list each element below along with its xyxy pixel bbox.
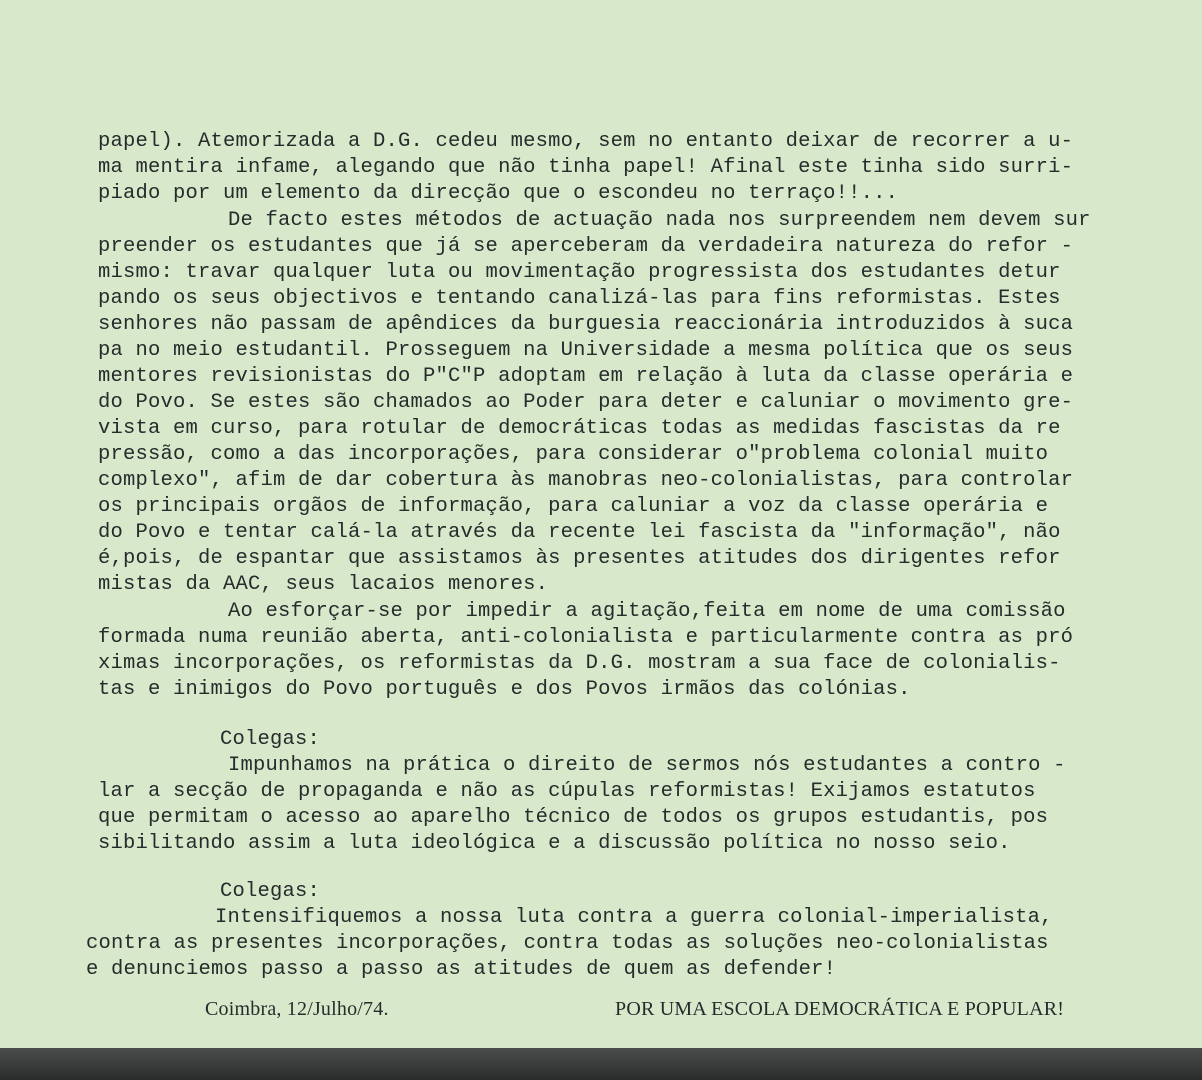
text-line: mistas da AAC, seus lacaios menores. (98, 573, 549, 596)
text-line: Intensifiquemos a nossa luta contra a guerra colonial-imperialista, (215, 906, 1053, 929)
text-line: vista em curso, para rotular de democráticas todas as medidas fascistas da re (98, 417, 1061, 440)
text-line: formada numa reunião aberta, anti-colonialista e particularmente contra as pró (98, 626, 1074, 649)
text-line: é,pois, de espantar que assistamos às presentes atitudes dos dirigentes refor (98, 547, 1061, 570)
text-line: ximas incorporações, os reformistas da D.G. mostram a sua face de colonialis- (98, 652, 1061, 675)
closing-slogan: POR UMA ESCOLA DEMOCRÁTICA E POPULAR! (615, 998, 1065, 1020)
text-line: contra as presentes incorporações, contra todas as soluções neo-colonialistas (86, 932, 1049, 955)
text-line: os principais orgãos de informação, para caluniar a voz da classe operária e (98, 495, 1049, 518)
salutation: Colegas: (220, 880, 321, 903)
text-line: sibilitando assim a luta ideológica e a discussão política no nosso seio. (98, 832, 1011, 855)
text-line: piado por um elemento da direcção que o escondeu no terraço!!... (98, 182, 899, 205)
text-line: mismo: travar qualquer luta ou movimentação progressista dos estudantes detur (98, 261, 1061, 284)
text-line: tas e inimigos do Povo português e dos Povos irmãos das colónias. (98, 678, 911, 701)
scanner-edge (0, 1048, 1202, 1080)
text-line: Impunhamos na prática o direito de sermos nós estudantes a contro - (228, 754, 1066, 777)
text-line: do Povo. Se estes são chamados ao Poder para deter e caluniar o movimento gre- (98, 391, 1074, 414)
text-line: que permitam o acesso ao aparelho técnico de todos os grupos estudantis, pos (98, 806, 1049, 829)
text-line: ma mentira infame, alegando que não tinha papel! Afinal este tinha sido surri- (98, 156, 1074, 179)
text-line: e denunciemos passo a passo as atitudes de quem as defender! (86, 958, 837, 981)
text-line: pando os seus objectivos e tentando canalizá-las para fins reformistas. Estes (98, 287, 1061, 310)
text-line: complexo", afim de dar cobertura às manobras neo-colonialistas, para controlar (98, 469, 1074, 492)
text-line: De facto estes métodos de actuação nada nos surpreendem nem devem sur (228, 209, 1091, 232)
text-line: papel). Atemorizada a D.G. cedeu mesmo, sem no entanto deixar de recorrer a u- (98, 130, 1074, 153)
place-date: Coimbra, 12/Julho/74. (205, 998, 389, 1020)
text-line: mentores revisionistas do P"C"P adoptam em relação à luta da classe operária e (98, 365, 1074, 388)
text-line: Ao esforçar-se por impedir a agitação,feita em nome de uma comissão (228, 600, 1066, 623)
text-line: preender os estudantes que já se aperceberam da verdadeira natureza do refor - (98, 235, 1074, 258)
text-line: pressão, como a das incorporações, para considerar o"problema colonial muito (98, 443, 1049, 466)
salutation: Colegas: (220, 728, 321, 751)
text-line: do Povo e tentar calá-la através da recente lei fascista da "informação", não (98, 521, 1061, 544)
text-line: lar a secção de propaganda e não as cúpulas reformistas! Exijamos estatutos (98, 780, 1036, 803)
text-line: pa no meio estudantil. Prosseguem na Universidade a mesma política que os seus (98, 339, 1074, 362)
text-line: senhores não passam de apêndices da burguesia reaccionária introduzidos à suca (98, 313, 1074, 336)
